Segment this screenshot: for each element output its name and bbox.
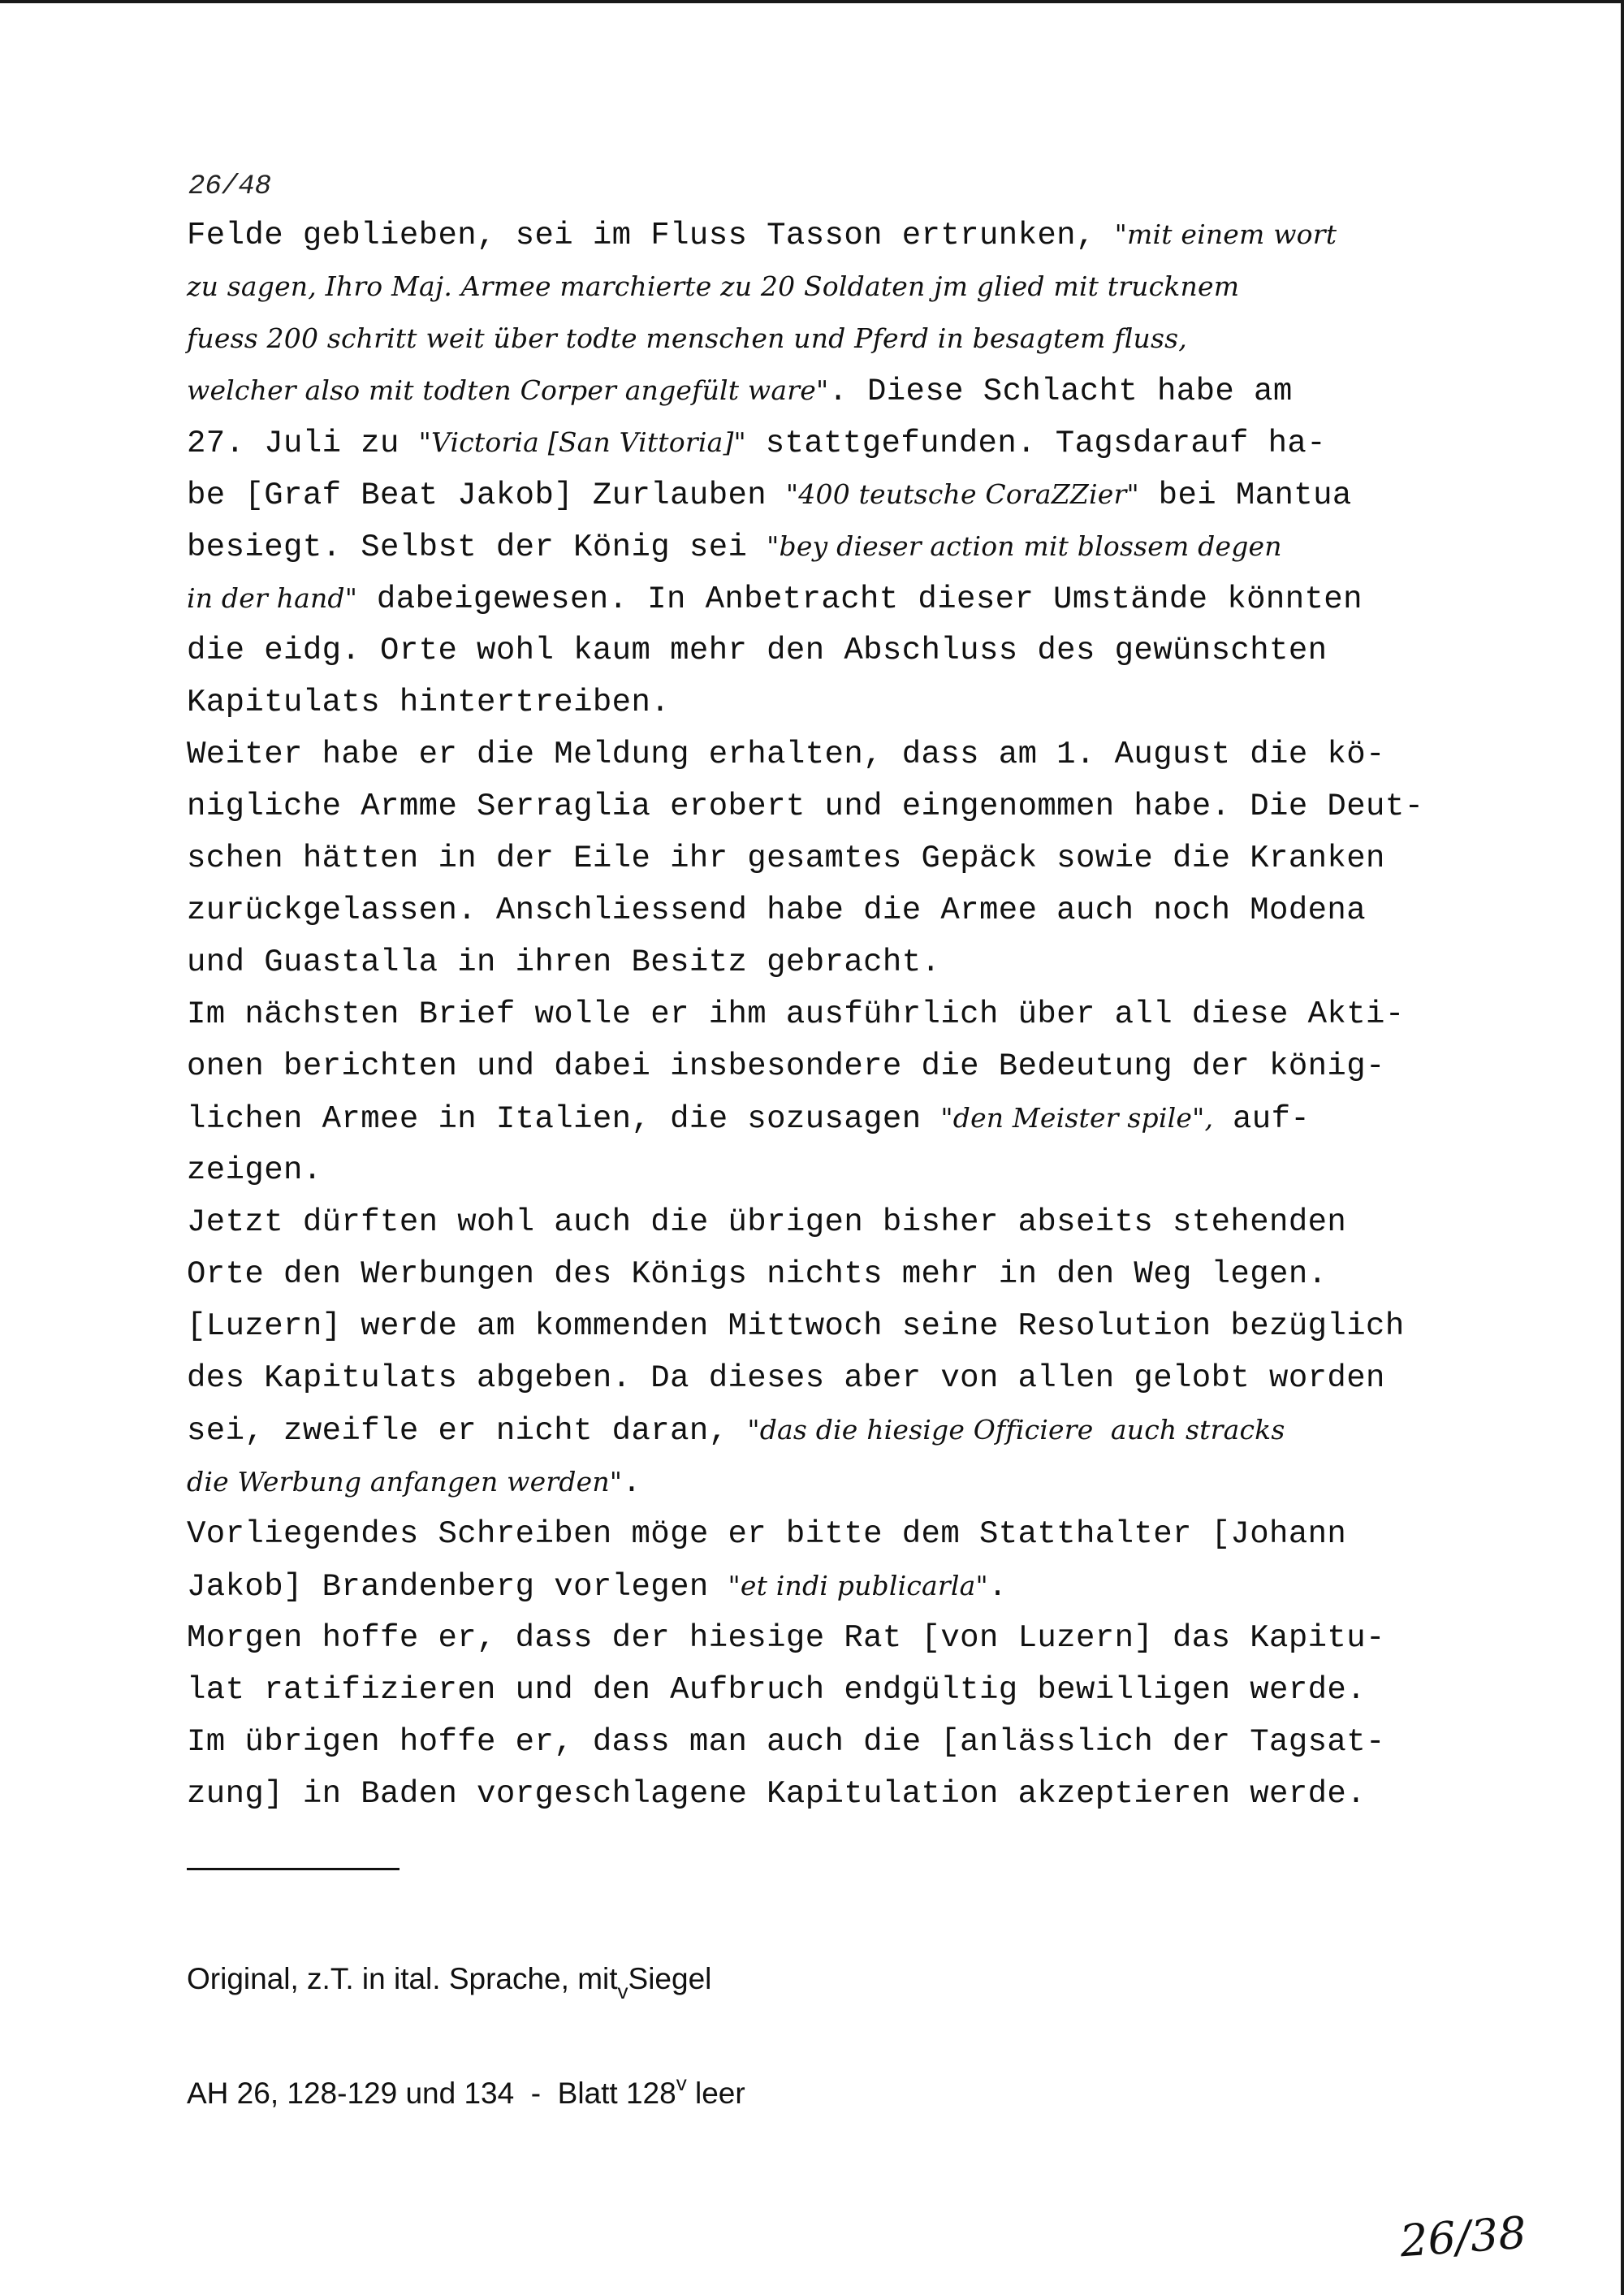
text-segment: lat ratifizieren und den Aufbruch endgültig bewilligen werde.	[187, 1672, 1367, 1708]
text-segment: Orte den Werbungen des Königs nichts mehr in den Weg legen.	[187, 1256, 1328, 1292]
text-line	[187, 625, 1453, 676]
text-line	[187, 209, 1453, 261]
text-segment: besiegt. Selbst der König sei	[187, 529, 767, 565]
text-segment: Im nächsten Brief wolle er ihm ausführlich über all diese Akti-	[187, 996, 1405, 1032]
text-line	[187, 469, 1453, 521]
text-line	[187, 1144, 1453, 1196]
text-segment: bei Mantua	[1138, 478, 1352, 513]
text-line	[187, 261, 1453, 313]
text-segment: zung] in Baden vorgeschlagene Kapitulation akzeptieren werde.	[187, 1776, 1367, 1812]
quoted-text: "bey dieser action mit blossem degen	[767, 530, 1282, 562]
text-segment: Jetzt dürften wohl auch die übrigen bisher abseits stehenden	[187, 1204, 1347, 1240]
footnote-text: Siegel	[628, 1962, 712, 1995]
text-line	[187, 1560, 1453, 1612]
text-segment: Jakob] Brandenberg vorlegen	[187, 1569, 728, 1605]
text-segment: auf-	[1213, 1101, 1311, 1137]
text-line	[187, 728, 1453, 780]
handwritten-archive-number: 26/38	[1398, 2206, 1529, 2267]
footnote-line-1	[187, 1960, 745, 2003]
text-line	[187, 1040, 1453, 1092]
quoted-text: in der hand"	[187, 582, 358, 614]
footnote-divider	[187, 1868, 400, 1870]
text-segment: be [Graf Beat Jakob] Zurlauben	[187, 478, 786, 513]
text-line	[187, 1196, 1453, 1248]
text-segment: dabeigewesen. In Anbetracht dieser Umstände könnten	[357, 581, 1363, 617]
text-line	[187, 1300, 1453, 1352]
page-border-top	[0, 0, 1624, 3]
footnote-mark: v	[617, 1979, 628, 2003]
footnote-text: leer	[686, 2077, 745, 2110]
text-line	[187, 1768, 1453, 1820]
text-segment: sei, zweifle er nicht daran,	[187, 1413, 748, 1449]
text-segment: nigliche Armme Serraglia erobert und eingenommen habe. Die Deut-	[187, 789, 1424, 824]
text-line	[187, 780, 1453, 832]
quoted-text: welcher also mit todten Corper angefült ware"	[187, 374, 829, 406]
text-segment: die eidg. Orte wohl kaum mehr den Abschluss des gewünschten	[187, 633, 1328, 668]
text-line	[187, 936, 1453, 988]
footnote-text: Original, z.T. in ital. Sprache, mit	[187, 1962, 618, 1995]
quoted-text: "Victoria [San Vittoria]"	[418, 426, 746, 458]
text-segment: Vorliegendes Schreiben möge er bitte dem Statthalter [Johann	[187, 1516, 1347, 1552]
text-line	[187, 1664, 1453, 1716]
text-line	[187, 1404, 1453, 1456]
text-line	[187, 676, 1453, 728]
text-segment: Felde geblieben, sei im Fluss Tasson ertrunken,	[187, 218, 1115, 253]
text-line	[187, 1248, 1453, 1300]
text-line	[187, 1612, 1453, 1664]
text-line	[187, 884, 1453, 936]
document-body	[187, 209, 1453, 1820]
text-line	[187, 1716, 1453, 1768]
text-segment: Weiter habe er die Meldung erhalten, dass am 1. August die kö-	[187, 737, 1385, 772]
text-line	[187, 1352, 1453, 1404]
text-segment: Kapitulats hintertreiben.	[187, 685, 671, 720]
quoted-text: "400 teutsche CoraZZier"	[785, 478, 1139, 510]
text-line	[187, 988, 1453, 1040]
footnote-superscript: v	[676, 2071, 687, 2095]
text-line	[187, 1456, 1453, 1508]
text-segment: stattgefunden. Tagsdarauf ha-	[745, 426, 1327, 461]
text-segment: [Luzern] werde am kommenden Mittwoch seine Resolution bezüglich	[187, 1308, 1405, 1344]
text-line	[187, 417, 1453, 469]
text-segment: zeigen.	[187, 1152, 322, 1188]
text-segment: des Kapitulats abgeben. Da dieses aber von allen gelobt worden	[187, 1360, 1385, 1396]
text-segment: zurückgelassen. Anschliessend habe die Armee auch noch Modena	[187, 892, 1367, 928]
quoted-text: "mit einem wort	[1114, 218, 1337, 250]
quoted-text: zu sagen, Ihro Maj. Armee marchierte zu 20 Soldaten jm glied mit trucknem	[187, 270, 1240, 302]
quoted-text: die Werbung anfangen werden"	[187, 1466, 623, 1498]
quoted-text: "et indi publicarla"	[728, 1570, 988, 1601]
text-line	[187, 313, 1453, 365]
text-segment: .	[987, 1569, 1008, 1605]
footnote-text: AH 26, 128-129 und 134 - Blatt 128	[187, 2077, 676, 2110]
text-line	[187, 365, 1453, 417]
text-segment: . Diese Schlacht habe am	[828, 374, 1293, 409]
text-segment: Morgen hoffe er, dass der hiesige Rat [von Luzern] das Kapitu-	[187, 1620, 1385, 1656]
text-line	[187, 832, 1453, 884]
text-line	[187, 1508, 1453, 1560]
text-segment: .	[622, 1465, 641, 1501]
text-line	[187, 521, 1453, 573]
text-line	[187, 573, 1453, 625]
page-border-right	[1621, 0, 1624, 2295]
footnote-line-2	[187, 2071, 745, 2115]
text-segment: onen berichten und dabei insbesondere die Bedeutung der könig-	[187, 1048, 1385, 1084]
text-segment: Im übrigen hoffe er, dass man auch die [anlässlich der Tagsat-	[187, 1724, 1385, 1760]
footnote	[187, 1886, 745, 2152]
text-segment: schen hätten in der Eile ihr gesamtes Gepäck sowie die Kranken	[187, 841, 1385, 876]
quoted-text: "das die hiesige Officiere auch stracks	[747, 1414, 1285, 1446]
text-segment: lichen Armee in Italien, die sozusagen	[187, 1101, 941, 1137]
text-line	[187, 1092, 1453, 1144]
page-number: 26/48	[188, 171, 272, 202]
text-segment: 27. Juli zu	[187, 426, 419, 461]
quoted-text: "den Meister spile",	[940, 1102, 1214, 1134]
quoted-text: fuess 200 schritt weit über todte menschen und Pferd in besagtem fluss,	[187, 322, 1187, 354]
text-segment: und Guastalla in ihren Besitz gebracht.	[187, 944, 941, 980]
